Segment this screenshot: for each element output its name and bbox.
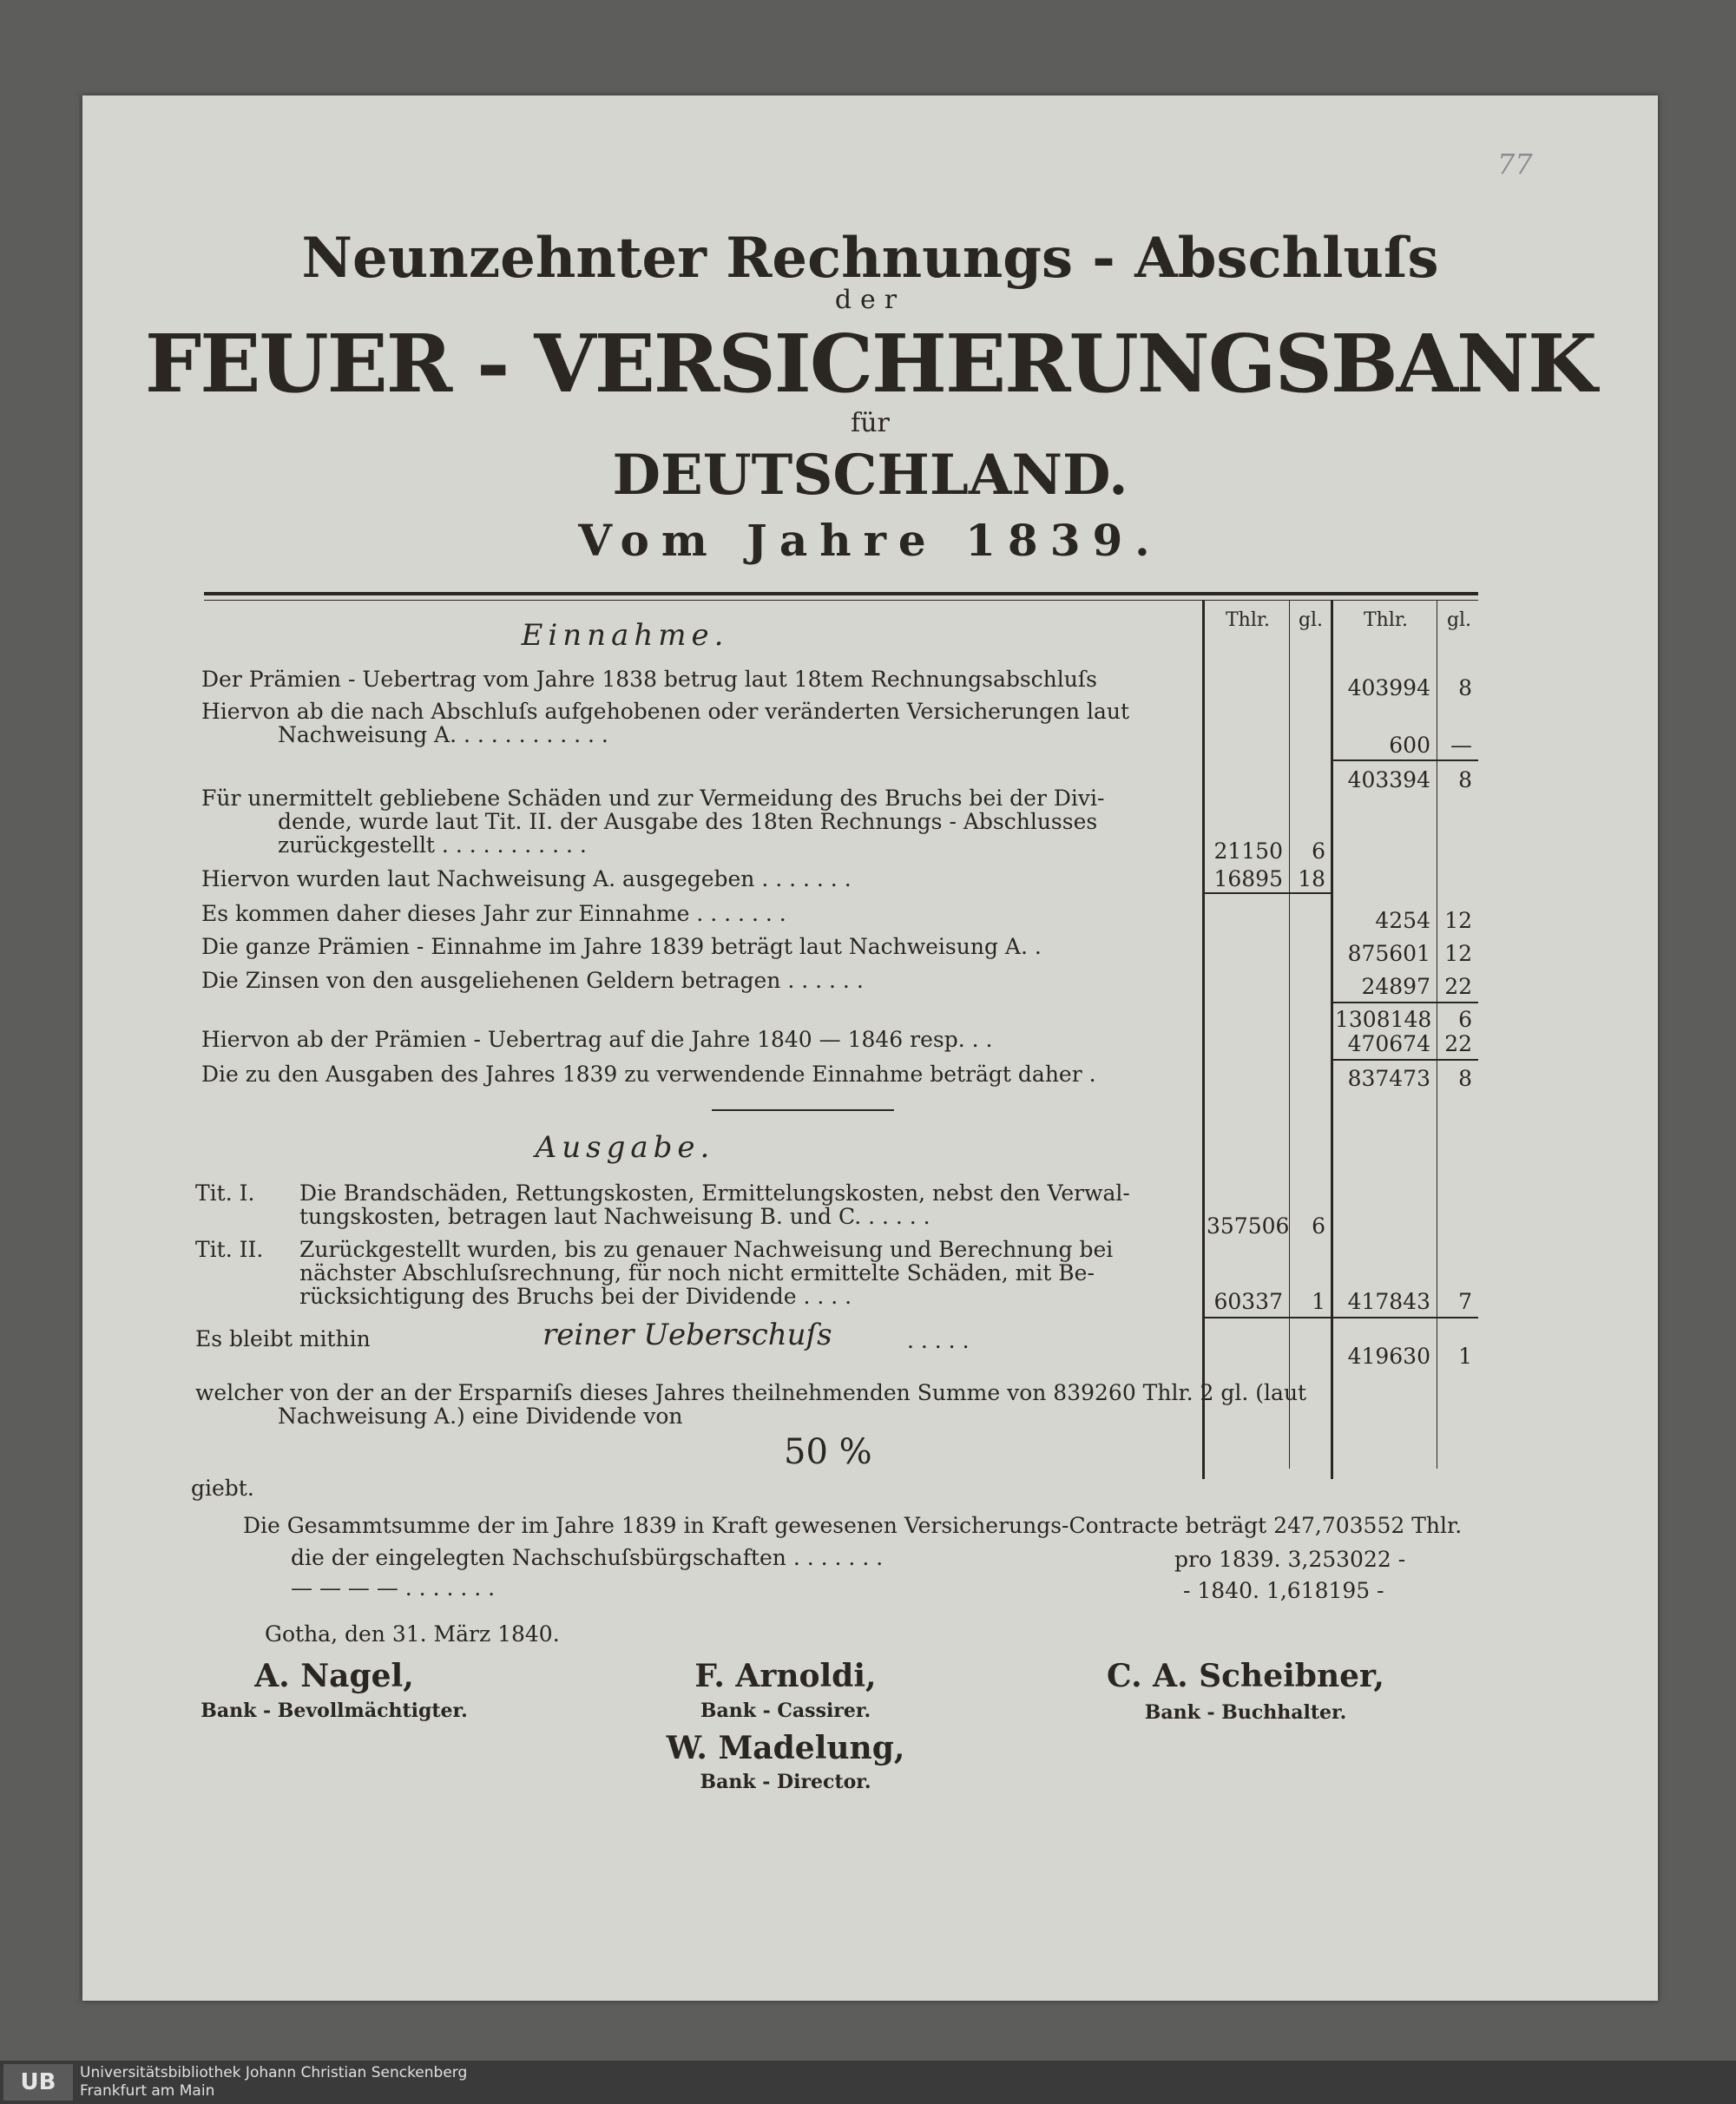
gesammtsumme-line-1: Die Gesammtsumme der im Jahre 1839 in Kraft gewesenen Versicherungs-Contracte beträgt 247,703552 Thlr. [243,1513,1463,1538]
pencil-note: 77 [1497,148,1533,181]
einnahme-v8: 24897 [1361,974,1430,999]
library-footer-bar [0,2061,1736,2104]
einnahme-row-9: Die zu den Ausgaben des Jahres 1839 zu verwendende Einnahme beträgt daher . [201,1062,1096,1087]
signature-scheibner-name: C. A. Scheibner, [1107,1658,1384,1694]
heading-country: DEUTSCHLAND. [612,443,1128,508]
einnahme-row-8: Hiervon ab der Prämien - Uebertrag auf die Jahre 1840 — 1846 resp. . . [201,1027,993,1052]
heading-line-1: Neunzehnter Rechnungs - Abschluſs [301,226,1439,291]
einnahme-g11: 8 [1458,1066,1472,1091]
einnahme-row-2a: Hiervon ab die nach Abschluſs aufgehobenen oder veränderten Versicherungen laut [201,699,1130,724]
ausgabe-tit2-line-b: nächster Abschluſsrechnung, für noch nicht ermittelte Schäden, mit Be- [299,1260,1095,1285]
signature-madelung-name: W. Madelung, [666,1730,905,1766]
reiner-ueberschuss: reiner Ueberschuſs [542,1318,832,1352]
signature-nagel-role: Bank - Bevollmächtigter. [201,1700,468,1722]
ausgabe-tit2-label: Tit. II. [195,1237,264,1262]
einnahme-row-1: Der Prämien - Uebertrag vom Jahre 1838 betrug laut 18tem Rechnungsabschluſs [201,667,1097,692]
einnahme-row-3c: zurückgestellt . . . . . . . . . . . [278,832,587,858]
einnahme-row-2b: Nachweisung A. . . . . . . . . . . . [278,722,608,747]
signature-arnoldi-name: F. Arnoldi, [694,1658,877,1694]
heading-der: der [834,285,906,315]
gesammtsumme-1840: - 1840. 1,618195 - [1183,1578,1384,1603]
einnahme-v10: 470674 [1347,1031,1430,1056]
place-date: Gotha, den 31. März 1840. [265,1621,560,1647]
heading-year: Vom Jahre 1839. [578,515,1162,566]
signature-madelung-role: Bank - Director. [700,1771,871,1793]
einnahme-v11: 837473 [1347,1066,1430,1091]
einnahme-row-6: Die ganze Prämien - Einnahme im Jahre 1839 beträgt laut Nachweisung A. . [201,934,1042,959]
welcher-line-1: welcher von der an der Ersparniſs dieses Jahres theilnehmenden Summe von 839260 Thlr. 2 gl. (laut [195,1380,1307,1405]
subtotal-rule-2 [1205,892,1331,894]
col-header-thlr-2: Thlr. [1364,609,1408,631]
einnahme-v9: 1308148 [1335,1007,1432,1032]
ausgabe-b1: 6 [1312,1213,1325,1239]
signature-nagel-name: A. Nagel, [254,1658,414,1694]
heading-fuer: für [851,408,890,438]
col-header-gl-2: gl. [1446,609,1472,631]
giebt: giebt. [191,1476,254,1501]
ausgabe-tit1-line-a: Die Brandschäden, Rettungskosten, Ermittelungskosten, nebst den Verwal- [299,1180,1130,1206]
einnahme-g2: — [1450,733,1472,758]
einnahme-v1: 403994 [1347,675,1430,700]
document-sheet [82,95,1658,2001]
einnahme-a5: 16895 [1213,866,1283,891]
einnahme-v7: 875601 [1347,941,1430,966]
einnahme-b5: 18 [1298,866,1325,891]
einnahme-g10: 22 [1444,1031,1472,1056]
bleibt-mithin: Es bleibt mithin [195,1326,371,1351]
ausgabe-v3: 419630 [1347,1344,1430,1369]
heading-bank-name: FEUER - VERSICHERUNGSBANK [144,317,1596,411]
subtotal-rule-1 [1333,759,1478,761]
einnahme-v6: 4254 [1375,908,1430,933]
einnahme-g8: 22 [1444,974,1472,999]
einnahme-g7: 12 [1444,941,1472,966]
col-line-3 [1331,601,1333,1479]
header-rule-thick [204,592,1478,595]
ausgabe-b2: 1 [1312,1289,1325,1314]
ueberschuss-dots: . . . . . [907,1328,970,1353]
col-header-thlr-1: Thlr. [1226,609,1270,631]
ausgabe-a1: 357506 [1207,1213,1290,1239]
ausgabe-tit1-line-b: tungskosten, betragen laut Nachweisung B. und C. . . . . . [299,1204,930,1229]
ausgabe-tit2-line-c: rücksichtigung des Bruchs bei der Dividende . . . . [299,1284,852,1309]
ub-logo: UB [3,2064,73,2101]
section-einnahme: Einnahme. [521,618,729,653]
einnahme-v3: 403394 [1347,767,1430,792]
section-ausgabe: Ausgabe. [535,1130,715,1165]
ausgabe-v2: 417843 [1347,1289,1430,1314]
gesammtsumme-line-2: die der eingelegten Nachschuſsbürgschaften . . . . . . . [291,1545,884,1570]
ausgabe-g2: 7 [1458,1289,1472,1314]
ausgabe-tit2-line-a: Zurückgestellt wurden, bis zu genauer Nachweisung und Berechnung bei [299,1237,1114,1262]
einnahme-row-5: Es kommen daher dieses Jahr zur Einnahme . . . . . . . [201,901,786,926]
welcher-line-2: Nachweisung A.) eine Dividende von [278,1404,683,1429]
ausgabe-tit1-label: Tit. I. [195,1180,255,1206]
einnahme-g1: 8 [1458,675,1472,700]
header-rule-thin [204,600,1478,601]
dividend-percent: 50 % [784,1432,872,1472]
einnahme-v2: 600 [1389,733,1430,758]
einnahme-row-3b: dende, wurde laut Tit. II. der Ausgabe des 18ten Rechnungs - Abschlusses [278,809,1098,834]
section-separator [712,1109,894,1111]
einnahme-row-4: Hiervon wurden laut Nachweisung A. ausgegeben . . . . . . . [201,866,852,891]
ausgabe-a2: 60337 [1213,1289,1283,1314]
gesammtsumme-line-3: — — — — . . . . . . . [291,1575,496,1601]
einnahme-a4: 21150 [1213,838,1283,864]
library-name: Universitätsbibliothek Johann Christian Senckenberg [80,2064,468,2081]
col-line-2 [1289,601,1290,1469]
subtotal-rule-5 [1205,1317,1478,1318]
gesammtsumme-1839: pro 1839. 3,253022 - [1174,1547,1406,1572]
subtotal-rule-4 [1333,1059,1478,1061]
einnahme-row-7: Die Zinsen von den ausgeliehenen Geldern betragen . . . . . . [201,968,864,993]
col-header-gl-1: gl. [1298,609,1324,631]
einnahme-g3: 8 [1458,767,1472,792]
einnahme-row-3a: Für unermittelt gebliebene Schäden und zur Vermeidung des Bruchs bei der Divi- [201,786,1105,811]
subtotal-rule-3 [1333,1002,1478,1003]
col-line-1 [1202,601,1205,1479]
einnahme-g6: 12 [1444,908,1472,933]
einnahme-b4: 6 [1312,838,1325,864]
ausgabe-g3: 1 [1458,1344,1472,1369]
signature-arnoldi-role: Bank - Cassirer. [700,1700,871,1722]
einnahme-g9: 6 [1458,1007,1472,1032]
signature-scheibner-role: Bank - Buchhalter. [1144,1701,1347,1724]
library-city: Frankfurt am Main [80,2082,215,2100]
